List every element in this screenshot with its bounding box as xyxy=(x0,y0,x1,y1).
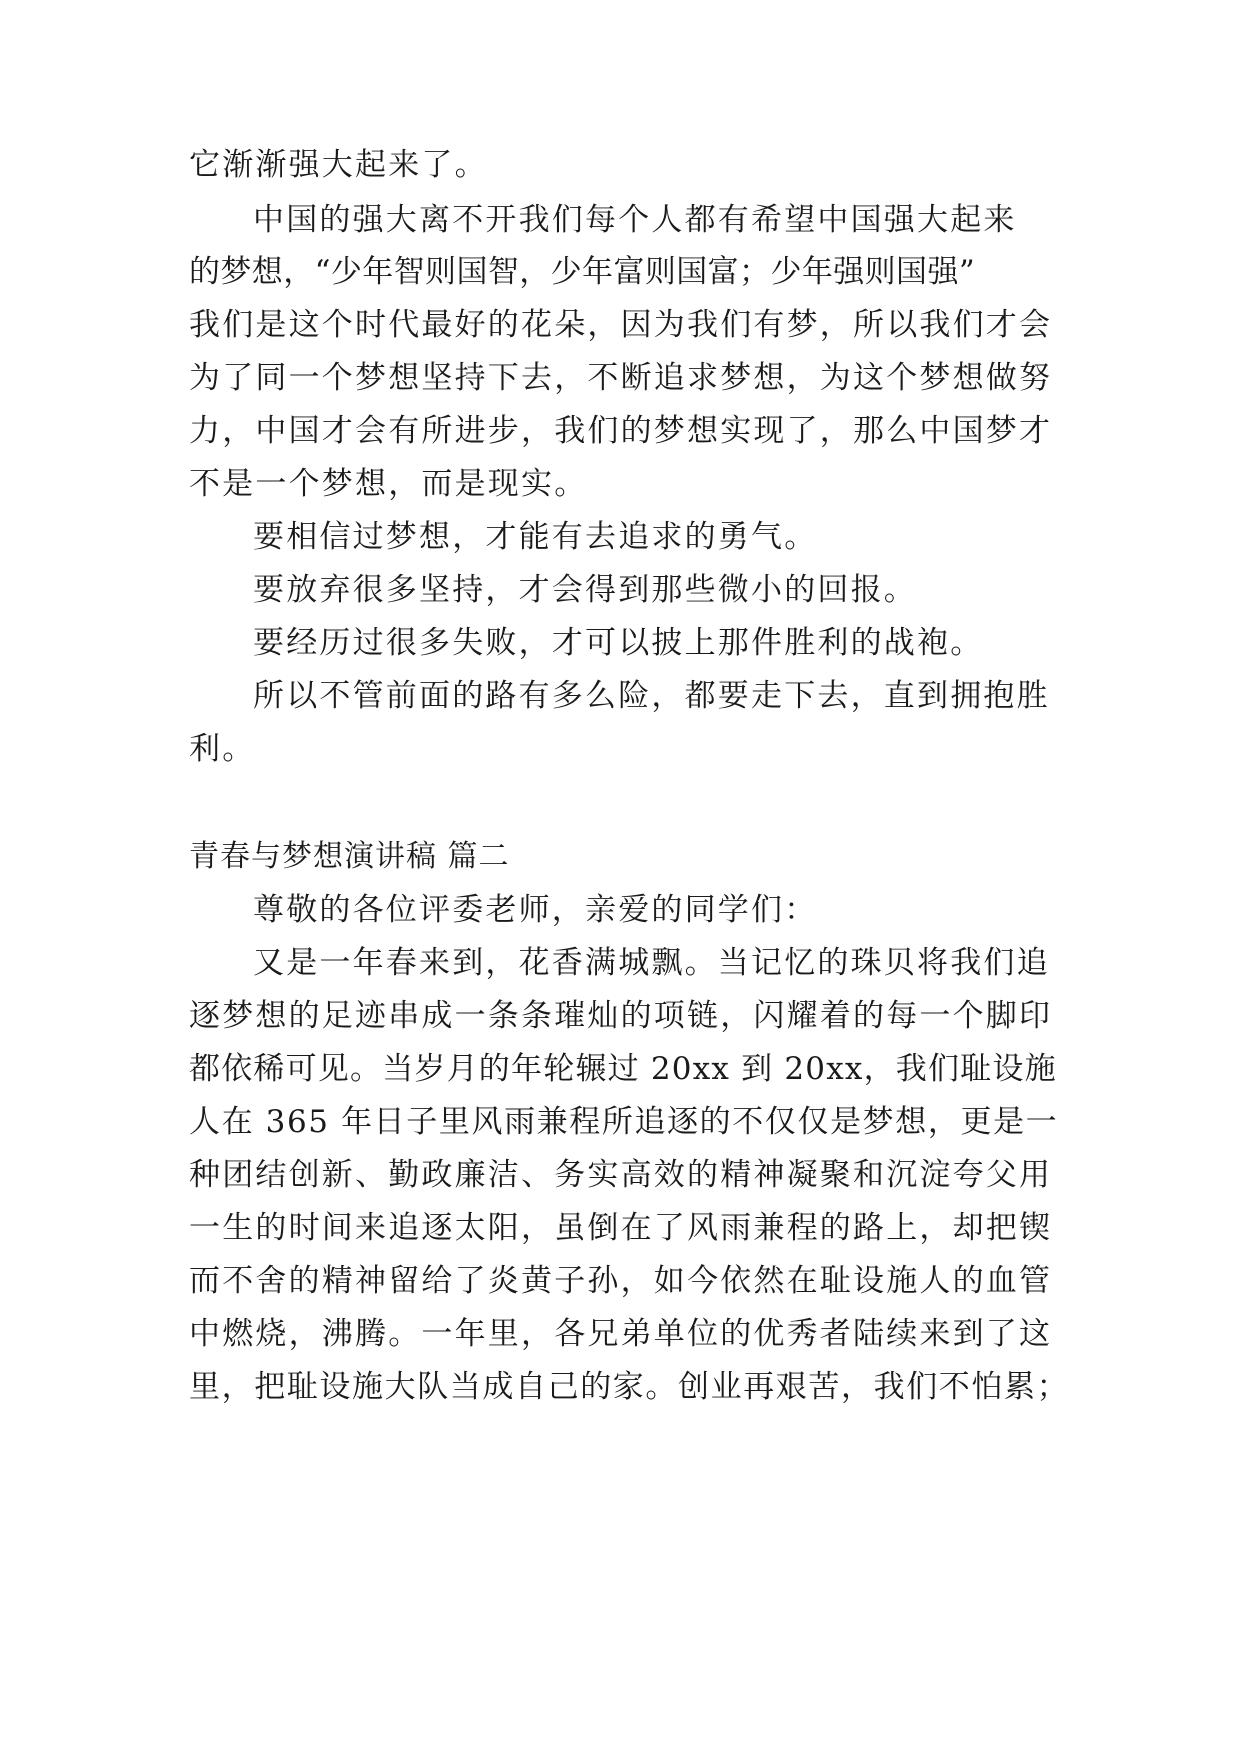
section-heading: 青春与梦想演讲稿 篇二 xyxy=(189,839,510,874)
paragraph-line: 种团结创新、勤政廉洁、务实高效的精神凝聚和沉淀夸父用 xyxy=(189,1157,1053,1193)
paragraph-line: 中国的强大离不开我们每个人都有希望中国强大起来 xyxy=(253,202,1017,238)
paragraph-line: 要相信过梦想，才能有去追求的勇气。 xyxy=(253,519,818,555)
paragraph-line: 所以不管前面的路有多么险，都要走下去，直到拥抱胜 xyxy=(253,678,1050,714)
paragraph-line: 要放弃很多坚持，才会得到那些微小的回报。 xyxy=(253,572,917,608)
paragraph-line: 中燃烧，沸腾。一年里，各兄弟单位的优秀者陆续来到了这 xyxy=(189,1316,1053,1352)
paragraph-line: 都依稀可见。当岁月的年轮辗过 20xx 到 20xx，我们耻设施 xyxy=(189,1051,1057,1087)
paragraph-line: 逐梦想的足迹串成一条条璀灿的项链，闪耀着的每一个脚印 xyxy=(189,998,1053,1034)
paragraph-line: 要经历过很多失败，才可以披上那件胜利的战袍。 xyxy=(253,625,984,661)
paragraph-line: 它渐渐强大起来了。 xyxy=(189,147,488,183)
paragraph-line: 人在 365 年日子里风雨兼程所追逐的不仅仅是梦想，更是一 xyxy=(189,1104,1059,1140)
paragraph-line: 力，中国才会有所进步，我们的梦想实现了，那么中国梦才 xyxy=(189,413,1053,449)
paragraph-line: 的梦想，“少年智则国智，少年富则国富；少年强则国强” xyxy=(189,254,976,290)
paragraph-line: 为了同一个梦想坚持下去，不断追求梦想，为这个梦想做努 xyxy=(189,360,1053,396)
paragraph-line: 利。 xyxy=(189,731,256,767)
paragraph-line: 我们是这个时代最好的花朵，因为我们有梦，所以我们才会 xyxy=(189,307,1053,343)
paragraph-line: 而不舍的精神留给了炎黄子孙，如今依然在耻设施人的血管 xyxy=(189,1263,1053,1299)
paragraph-line: 一生的时间来追逐太阳，虽倒在了风雨兼程的路上，却把锲 xyxy=(189,1210,1053,1246)
paragraph-line: 不是一个梦想，而是现实。 xyxy=(189,466,588,502)
paragraph-line: 里，把耻设施大队当成自己的家。创业再艰苦，我们不怕累； xyxy=(189,1369,1070,1405)
paragraph-line: 尊敬的各位评委老师，亲爱的同学们： xyxy=(253,892,818,928)
paragraph-line: 又是一年春来到，花香满城飘。当记忆的珠贝将我们追 xyxy=(253,945,1050,981)
